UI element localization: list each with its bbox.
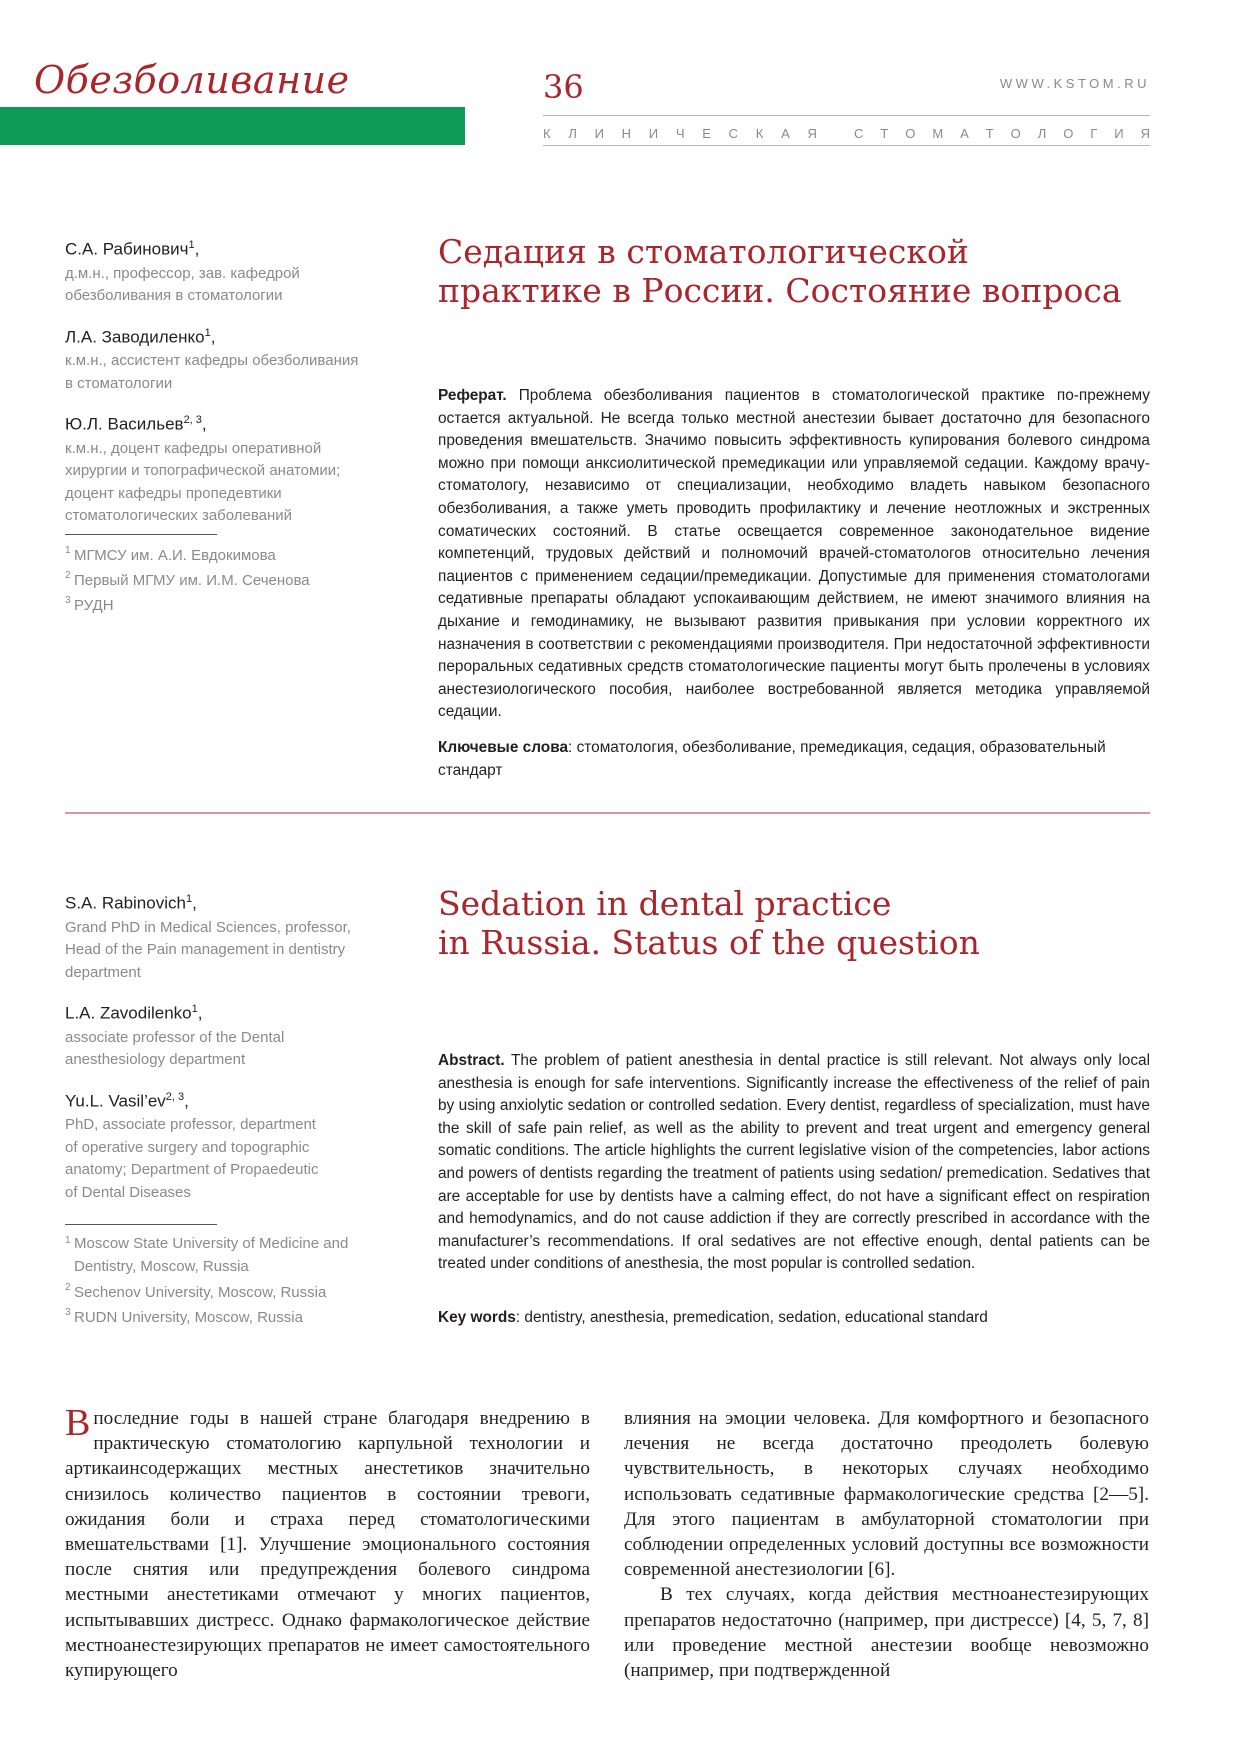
section-color-bar	[0, 107, 465, 145]
affiliation: 2 Первый МГМУ им. И.М. Сеченова	[65, 569, 310, 589]
journal-letter: К	[543, 126, 551, 141]
body-paragraph: влияния на эмоции человека. Для комфортного и безопасного лечения не всегда достаточно преодолеть болевую чувствительность, в некоторых случаях необходимо использовать седативные фармакологические средства [2—5]. Для этого пациентам в амбулаторной стоматологии при соблюдении определенных условий доступны все возможности современной анестезиологии [6].	[624, 1408, 1149, 1581]
journal-letter: И	[594, 126, 604, 141]
author-block	[65, 320, 395, 396]
journal-letter: К	[755, 126, 764, 141]
author-name: Yu.L. Vasil’ev$^{2, 3}$,	[65, 1090, 189, 1111]
author-name: L.A. Zavodilenko$^1$,	[65, 1003, 203, 1023]
section-name: Обезболивание	[34, 58, 350, 102]
journal-letter: О	[1063, 126, 1074, 141]
journal-letter: Ч	[675, 126, 685, 141]
author-description: associate professor of the Dental anesthesiology department	[65, 1028, 285, 1069]
abstract-en	[438, 1050, 1150, 1276]
authors-ru	[65, 232, 395, 618]
author-name: S.A. Rabinovich$^1$,	[65, 893, 197, 913]
journal-letter: А	[781, 126, 790, 141]
body-paragraph: В тех случаях, когда действия местноанестезирующих препаратов недостаточно (например, при дистрессе) [4, 5, 7, 8] или проведение местной анестезии вообще невозможно (например, при подтвержденной	[624, 1584, 1149, 1682]
abstract-ru	[438, 385, 1150, 724]
journal-letter: Л	[1037, 126, 1047, 141]
article-title-ru: Седация в стоматологической практике в России. Состояние вопроса	[438, 232, 1122, 310]
author-description: Grand PhD in Medical Sciences, professor, Head of the Pain management in dentistry department	[65, 918, 351, 981]
journal-letter: С	[854, 126, 864, 141]
journal-letter: А	[960, 126, 969, 141]
journal-name	[543, 126, 1150, 141]
keywords-text: : dentistry, anesthesia, premedication, sedation, educational standard	[515, 1309, 988, 1326]
journal-letter: С	[728, 126, 739, 141]
author-description: PhD, associate professor, department of operative surgery and topographic anatomy; Department of Propaedeutic of Dental Diseases	[65, 1116, 319, 1201]
affiliation: 1 Moscow State University of Medicine and Dentistry, Moscow, Russia	[65, 1235, 349, 1275]
journal-letter: Я	[1140, 126, 1150, 141]
author-description: к.м.н., доцент кафедры оперативной хирургии и топографической анатомии; доцент кафедры пропедевтики стоматологических заболеваний	[65, 439, 341, 525]
keywords-ru	[438, 736, 1150, 782]
author-block	[65, 407, 395, 528]
keywords-text: : стоматология, обезболивание, премедикация, седация, образовательный стандарт	[438, 739, 1106, 779]
journal-letter: Н	[621, 126, 632, 141]
affiliation: 3 RUDN University, Moscow, Russia	[65, 1307, 303, 1327]
journal-letter: Г	[1090, 126, 1098, 141]
page-number: 36	[543, 68, 584, 106]
body-paragraph: последние годы в нашей стране благодаря внедрению в практическую стоматологию карпульной технологии и артикаинсодержащих местных анестетиков значительно снизилось количество пациентов в состоянии тревоги, ожидания боли и страха перед стоматологическими вмешательствами [1]. Улучшение эмоционального состояния после снятия или предупреждения болевого синдрома местными анестетиками отмечают у многих пациентов, испытывавших дистресс. Однако фармакологическое действие местноанестезирующих препаратов не имеет самостоятельного купирующего	[65, 1408, 590, 1682]
body-column-left	[65, 1402, 590, 1683]
author-description: к.м.н., ассистент кафедры обезболивания в стоматологии	[65, 352, 359, 392]
keywords-label: Ключевые слова	[438, 739, 569, 756]
affiliation: 3 РУДН	[65, 594, 114, 614]
author-name: С.А. Рабинович$^1$,	[65, 239, 200, 259]
author-block	[65, 232, 395, 308]
header-rule	[543, 115, 1150, 116]
journal-letter: Т	[880, 126, 889, 141]
abstract-label: Реферат.	[438, 387, 507, 404]
affiliation: 2 Sechenov University, Moscow, Russia	[65, 1282, 327, 1302]
abstract-text: The problem of patient anesthesia in dental practice is still relevant. Not always only local anesthesia is enough for safe interventions. Significantly increase the effectiveness of the relief of pain by using anxiolytic sedation or controlled sedation. Every dentist, regardless of specialization, must have the skill of safe pain relief, as well as the ability to prevent and treat urgent and emergency general somatic conditions. The article highlights the current legislative vision of the competencies, labor actions and powers of dentists regarding the treatment of patients using sedation/ premedication. Sedatives that are acceptable for use by dentists have a calming effect, do not have a significant effect on respiration and hemodynamics, and do not cause addiction if they are correctly prescribed in accordance with the manufacturer’s recommendations. If oral sedatives are not effective enough, dental patients can be treated under conditions of anesthesia, the most popular is controlled sedation.	[438, 1052, 1150, 1273]
author-name: Ю.Л. Васильев$^{2, 3}$,	[65, 414, 207, 434]
abstract-label: Abstract.	[438, 1052, 505, 1069]
keywords-en	[438, 1306, 1150, 1329]
section-divider	[65, 812, 1150, 814]
journal-letter: Т	[985, 126, 994, 141]
author-block	[65, 996, 395, 1072]
authors-en	[65, 886, 395, 1330]
header-rule-bottom	[543, 145, 1150, 146]
affiliations-rule	[65, 1224, 217, 1225]
author-block	[65, 886, 395, 984]
journal-letter: И	[1114, 126, 1124, 141]
affiliation: 1 МГМСУ им. А.И. Евдокимова	[65, 544, 276, 564]
journal-letter: Е	[702, 126, 711, 141]
journal-word-1	[543, 126, 817, 141]
journal-letter: Я	[807, 126, 817, 141]
journal-letter: Л	[568, 126, 577, 141]
keywords-label: Key words	[438, 1309, 516, 1326]
article-title-en: Sedation in dental practice in Russia. Status of the question	[438, 884, 980, 962]
affiliations-rule	[65, 534, 217, 535]
author-description: д.м.н., профессор, зав. кафедрой обезболивания в стоматологии	[65, 264, 300, 305]
drop-cap: В	[65, 1402, 91, 1444]
author-name: Л.А. Заводиленко$^1$,	[65, 326, 216, 347]
abstract-text: Проблема обезболивания пациентов в стоматологической практике по-прежнему остается актуальной. Не всегда только местной анестезии бывает достаточно для безопасного проведения вмешательств. Значимо повысить эффективность купирования болевого синдрома можно при помощи анксиолитической премедикации или управляемой седации. Каждому врачу-стоматологу, независимо от специализации, необходимо владеть навыком безопасного обезболивания, а также уметь проводить профилактику и лечение неотложных и экстренных соматических состояний. В статье освещается современное законодательное видение компетенций, трудовых действий и полномочий врачей-стоматологов относительно лечения пациентов с применением седации/премедикации. Допустимые для применения стоматологами седативные препараты обладают успокаивающим действием, не имеют значимого влияния на дыхание и гемодинамику, не вызывают развития привыкания при условии корректного их назначения в соответствии с рекомендациями производителя. При недостаточной эффективности пероральных седативных средств стоматологические пациенты могут быть пролечены в условиях анестезиологического пособия, наиболее востребованной является методика управляемой седации.	[438, 387, 1150, 721]
body-column-right	[624, 1406, 1149, 1683]
journal-letter: М	[932, 126, 944, 141]
journal-word-2	[854, 126, 1150, 141]
journal-letter: О	[1010, 126, 1021, 141]
author-block	[65, 1084, 395, 1205]
journal-letter: И	[648, 126, 659, 141]
site-url[interactable]: WWW.KSTOM.RU	[999, 76, 1150, 91]
journal-letter: О	[905, 126, 916, 141]
